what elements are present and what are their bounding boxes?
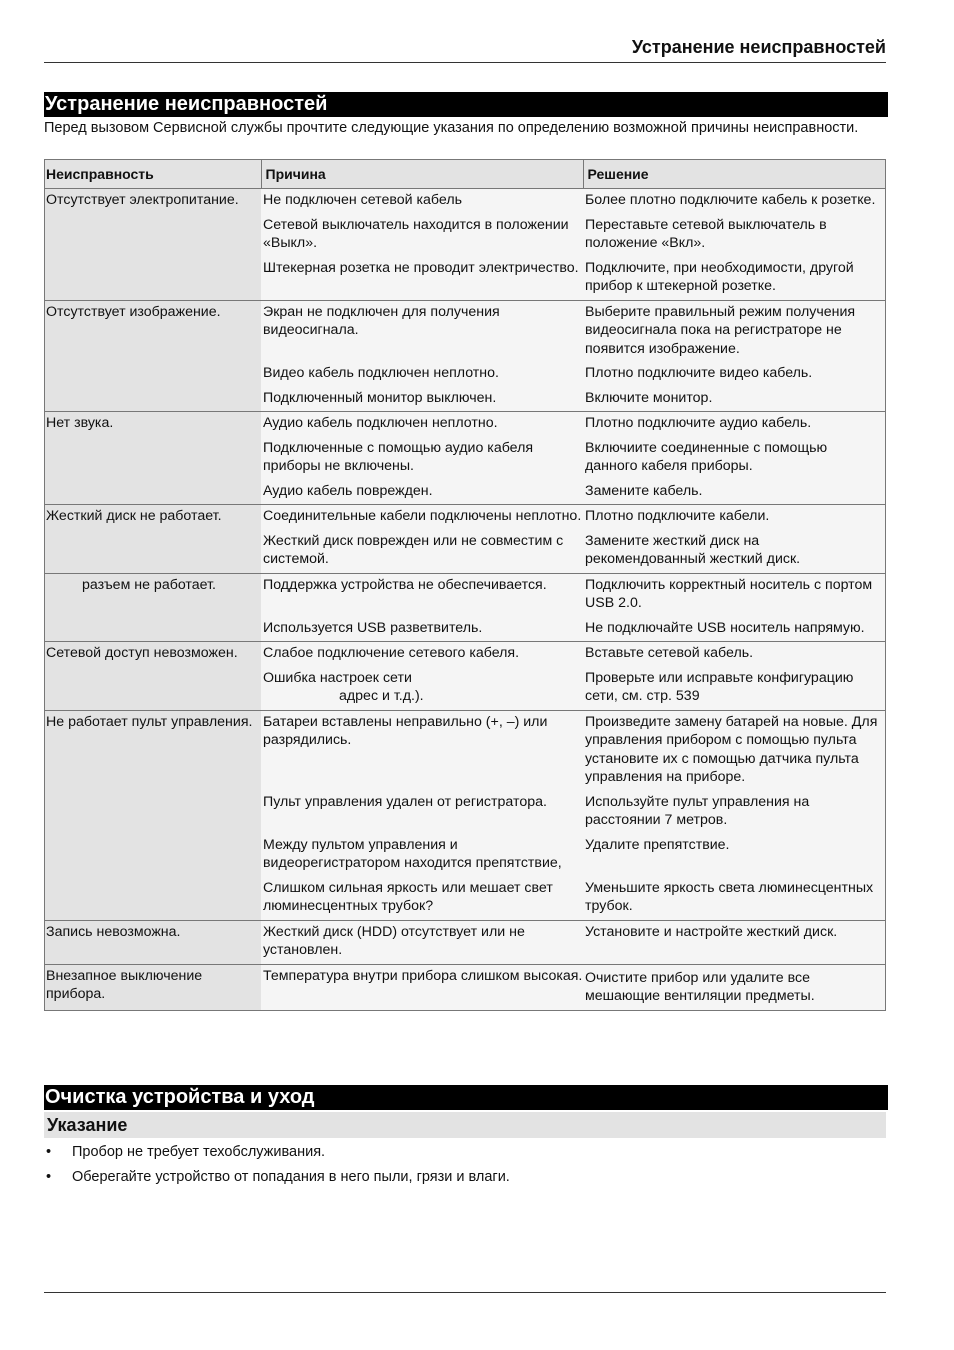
solution-cell: Более плотно подключите кабель к розетке. — [583, 189, 886, 214]
solution-cell: Замените кабель. — [583, 480, 886, 505]
list-item — [44, 1167, 886, 1187]
cause-cell: Не подключен сетевой кабель — [261, 189, 583, 214]
cause-cell: Экран не подключен для получения видеосигнала. — [261, 300, 583, 362]
table-row — [45, 189, 886, 214]
cause-cell: Пульт управления удален от регистратора. — [263, 793, 547, 810]
problem-cell: Запись невозможна. — [45, 920, 262, 964]
note-heading: Указание — [44, 1112, 886, 1138]
solution-cell: Проверьте или исправьте конфигурацию сети, см. стр. 539 — [583, 667, 886, 711]
cause-cell: Подключенный монитор выключен. — [263, 389, 497, 406]
solution-cell: Плотно подключите аудио кабель. — [583, 412, 886, 437]
solution-cell: Произведите замену батарей на новые. Для управления прибором с помощью пульта установите их с помощью датчика пульта управления на приборе. — [583, 710, 886, 791]
cause-cell: Аудио кабель поврежден. — [263, 482, 433, 499]
solution-cell: Выберите правильный режим получения видеосигнала пока на регистраторе не появится изображение. — [583, 300, 886, 362]
table-row — [45, 710, 886, 791]
solution-cell: Подключите, при необходимости, другой прибор к штекерной розетке. — [583, 257, 886, 301]
header-divider — [44, 62, 886, 63]
cause-cell: Аудио кабель подключен неплотно. — [261, 412, 583, 437]
problem-cell: Нет звука. — [45, 412, 262, 505]
cause-line: Ошибка настроек сети — [263, 669, 412, 686]
cause-cell: Штекерная розетка не проводит электричество. — [263, 259, 579, 276]
solution-cell: Плотно подключите видео кабель. — [583, 362, 886, 387]
table-body — [45, 189, 886, 1011]
problem-cell: Отсутствует электропитание. — [45, 189, 262, 301]
table-row — [45, 573, 886, 617]
solution-cell: Установите и настройте жесткий диск. — [583, 920, 886, 964]
problem-cell: Жесткий диск не работает. — [45, 505, 262, 574]
list-item-text: Оберегайте устройство от попадания в него пыли, грязи и влаги. — [72, 1169, 510, 1185]
cause-cell: Температура внутри прибора слишком высокая. — [261, 964, 583, 1010]
section-title-care: Очистка устройства и уход — [44, 1085, 888, 1110]
running-header: Устранение неисправностей — [631, 37, 886, 57]
care-notes-list — [44, 1142, 886, 1192]
cause-cell: Батареи вставлены неправильно (+, –) или разрядились. — [261, 710, 583, 791]
troubleshooting-table — [44, 159, 886, 1011]
column-header-solution: Решение — [583, 160, 886, 189]
table-row — [45, 964, 886, 1010]
column-header-cause: Причина — [261, 160, 583, 189]
cause-cell: Подключенные с помощью аудио кабеля приборы не включены. — [263, 439, 534, 474]
solution-cell: Очистите прибор или удалите все мешающие вентиляции предметы. — [583, 964, 886, 1010]
cause-cell: Слабое подключение сетевого кабеля. — [261, 642, 583, 667]
footer-divider — [44, 1292, 886, 1293]
cause-cell — [261, 667, 583, 711]
cause-cell: Между пультом управления и видеорегистратором находится препятствие, — [263, 836, 562, 871]
solution-cell: Замените жесткий диск на рекомендованный жесткий диск. — [583, 530, 886, 574]
cause-line: адрес и т.д.). — [339, 688, 424, 704]
cause-cell: Видео кабель подключен неплотно. — [263, 365, 499, 381]
solution-cell: Включиите соединенные с помощью данного кабеля приборы. — [583, 437, 886, 480]
solution-cell: Включите монитор. — [583, 387, 886, 412]
cause-cell: Соединительные кабели подключены неплотно. — [261, 505, 583, 530]
solution-cell: Используйте пульт управления на расстоянии 7 метров. — [583, 791, 886, 834]
table-row — [45, 412, 886, 437]
list-item-text: Пробор не требует техобслуживания. — [72, 1144, 326, 1160]
problem-cell: Отсутствует изображение. — [45, 300, 262, 412]
cause-cell: Поддержка устройства не обеспечивается. — [261, 573, 583, 617]
cause-cell: Жесткий диск (HDD) отсутствует или не установлен. — [261, 920, 583, 964]
table-row — [45, 920, 886, 964]
list-item — [44, 1142, 886, 1162]
cause-cell: Жесткий диск поврежден или не совместим с системой. — [263, 532, 564, 567]
intro-paragraph: Перед вызовом Сервисной службы прочтите следующие указания по определению возможной причины неисправности. — [44, 120, 859, 136]
cause-cell: Слишком сильная яркость или мешает свет люминесцентных трубок? — [263, 879, 553, 914]
table-header-row — [45, 160, 886, 189]
solution-cell: Плотно подключите кабели. — [583, 505, 886, 530]
column-header-problem: Неисправность — [45, 160, 262, 189]
problem-text: разъем не работает. — [82, 576, 216, 593]
table-row — [45, 642, 886, 667]
table-row — [45, 505, 886, 530]
bullet-icon: • — [46, 1169, 52, 1185]
problem-cell: Сетевой доступ невозможен. — [45, 642, 262, 711]
bullet-icon: • — [46, 1144, 52, 1160]
problem-cell: Внезапное выключение прибора. — [45, 964, 262, 1010]
problem-cell: Не работает пульт управления. — [45, 710, 262, 920]
solution-cell: Переставьте сетевой выключатель в положение «Вкл». — [583, 214, 886, 257]
solution-cell: Не подключайте USB носитель напрямую. — [583, 617, 886, 642]
problem-cell — [45, 573, 262, 642]
cause-cell: Сетевой выключатель находится в положении «Выкл». — [263, 216, 569, 251]
section-title-troubleshooting: Устранение неисправностей — [44, 92, 888, 117]
cause-cell: Используется USB разветвитель. — [263, 619, 483, 636]
solution-cell: Вставьте сетевой кабель. — [583, 642, 886, 667]
solution-cell: Удалите препятствие. — [583, 834, 886, 877]
table-row — [45, 300, 886, 362]
solution-cell: Уменьшите яркость света люминесцентных трубок. — [583, 877, 886, 921]
solution-cell: Подключить корректный носитель с портом USB 2.0. — [583, 573, 886, 617]
